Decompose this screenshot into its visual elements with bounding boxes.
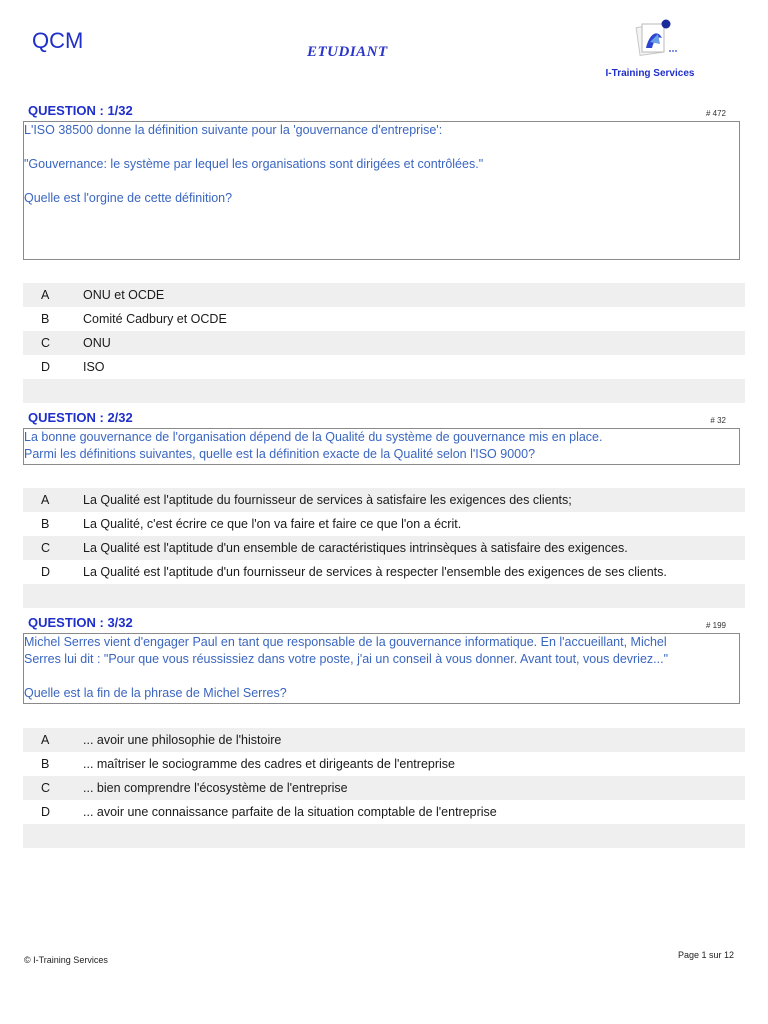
answer-2b[interactable]	[23, 512, 745, 536]
answer-text: ... avoir une connaissance parfaite de la situation comptable de l'entreprise	[83, 805, 497, 819]
answer-text: La Qualité est l'aptitude d'un ensemble de caractéristiques intrinsèques à satisfaire des exigences.	[83, 541, 628, 555]
answer-1a[interactable]	[23, 283, 745, 307]
answer-block-end	[23, 584, 745, 608]
answer-text: Comité Cadbury et OCDE	[83, 312, 227, 326]
answer-3c[interactable]	[23, 776, 745, 800]
answer-letter: C	[41, 781, 51, 795]
answer-letter: B	[41, 312, 50, 326]
answer-letter: A	[41, 493, 50, 507]
question-1-ref: # 472	[705, 109, 726, 118]
qcm-title: QCM	[32, 28, 84, 53]
answer-1c[interactable]	[23, 331, 745, 355]
question-2-ref: # 32	[710, 416, 726, 425]
answer-text: La Qualité, c'est écrire ce que l'on va faire et faire ce que l'on a écrit.	[83, 517, 462, 531]
answer-block-end	[23, 379, 745, 403]
company-logo-icon	[632, 18, 684, 64]
answer-1b[interactable]	[23, 307, 745, 331]
question-3-line: Serres lui dit : "Pour que vous réussissiez dans votre poste, j'ai un conseil à vous donner. Avant tout, vous devriez..."	[24, 652, 669, 666]
question-1-box	[23, 121, 740, 260]
question-3-line: Michel Serres vient d'engager Paul en tant que responsable de la gouvernance informatique. En l'accueillant, Michel	[24, 635, 667, 649]
question-3-spacer	[24, 668, 739, 685]
answer-letter: D	[41, 565, 51, 579]
role-title: ETUDIANT	[307, 44, 388, 60]
question-3-line: Quelle est la fin de la phrase de Michel Serres?	[24, 686, 287, 700]
answer-letter: B	[41, 517, 50, 531]
question-3-ref: # 199	[705, 621, 726, 630]
answer-text: ... bien comprendre l'écosystème de l'entreprise	[83, 781, 348, 795]
question-2-line: La bonne gouvernance de l'organisation dépend de la Qualité du système de gouvernance mis en place.	[24, 430, 603, 444]
answer-letter: A	[41, 733, 50, 747]
question-1-line: L'ISO 38500 donne la définition suivante pour la 'gouvernance d'entreprise':	[24, 123, 443, 137]
answer-text: ... avoir une philosophie de l'histoire	[83, 733, 282, 747]
answer-2c[interactable]	[23, 536, 745, 560]
answer-2a[interactable]	[23, 488, 745, 512]
question-1-spacer	[24, 173, 739, 190]
question-1-line: "Gouvernance: le système par lequel les organisations sont dirigées et contrôlées."	[24, 157, 484, 171]
question-3-heading: QUESTION : 3/32	[28, 615, 133, 630]
question-1-line: Quelle est l'orgine de cette définition?	[24, 191, 233, 205]
answer-text: La Qualité est l'aptitude du fournisseur de services à satisfaire les exigences des clients;	[83, 493, 572, 507]
answer-letter: D	[41, 805, 51, 819]
answer-text: ONU	[83, 336, 111, 350]
answer-letter: C	[41, 336, 51, 350]
answer-letter: A	[41, 288, 50, 302]
answer-block-end	[23, 824, 745, 848]
answer-3a[interactable]	[23, 728, 745, 752]
answer-text: ONU et OCDE	[83, 288, 165, 302]
footer-copyright: © I-Training Services	[24, 955, 108, 965]
footer-page-number: Page 1 sur 12	[678, 950, 735, 960]
question-2-answers	[23, 488, 745, 608]
question-1-spacer	[24, 139, 739, 156]
answer-3b[interactable]	[23, 752, 745, 776]
answer-1d[interactable]	[23, 355, 745, 379]
question-3-answers	[23, 728, 745, 848]
answer-text: La Qualité est l'aptitude d'un fournisseur de services à respecter l'ensemble des exigences de ses clients.	[83, 565, 667, 579]
answer-letter: B	[41, 757, 50, 771]
answer-letter: C	[41, 541, 51, 555]
answer-letter: D	[41, 360, 51, 374]
answer-3d[interactable]	[23, 800, 745, 824]
answer-text: ISO	[83, 360, 105, 374]
answer-2d[interactable]	[23, 560, 745, 584]
question-3-box	[23, 633, 740, 704]
brand-name: I-Training Services	[605, 68, 695, 79]
question-1-answers	[23, 283, 745, 403]
question-1-heading: QUESTION : 1/32	[28, 103, 133, 118]
question-2-box	[23, 428, 740, 465]
answer-text: ... maîtriser le sociogramme des cadres et dirigeants de l'entreprise	[83, 757, 455, 771]
question-2-heading: QUESTION : 2/32	[28, 410, 133, 425]
question-2-line: Parmi les définitions suivantes, quelle est la définition exacte de la Qualité selon l'ISO 9000?	[24, 447, 536, 461]
